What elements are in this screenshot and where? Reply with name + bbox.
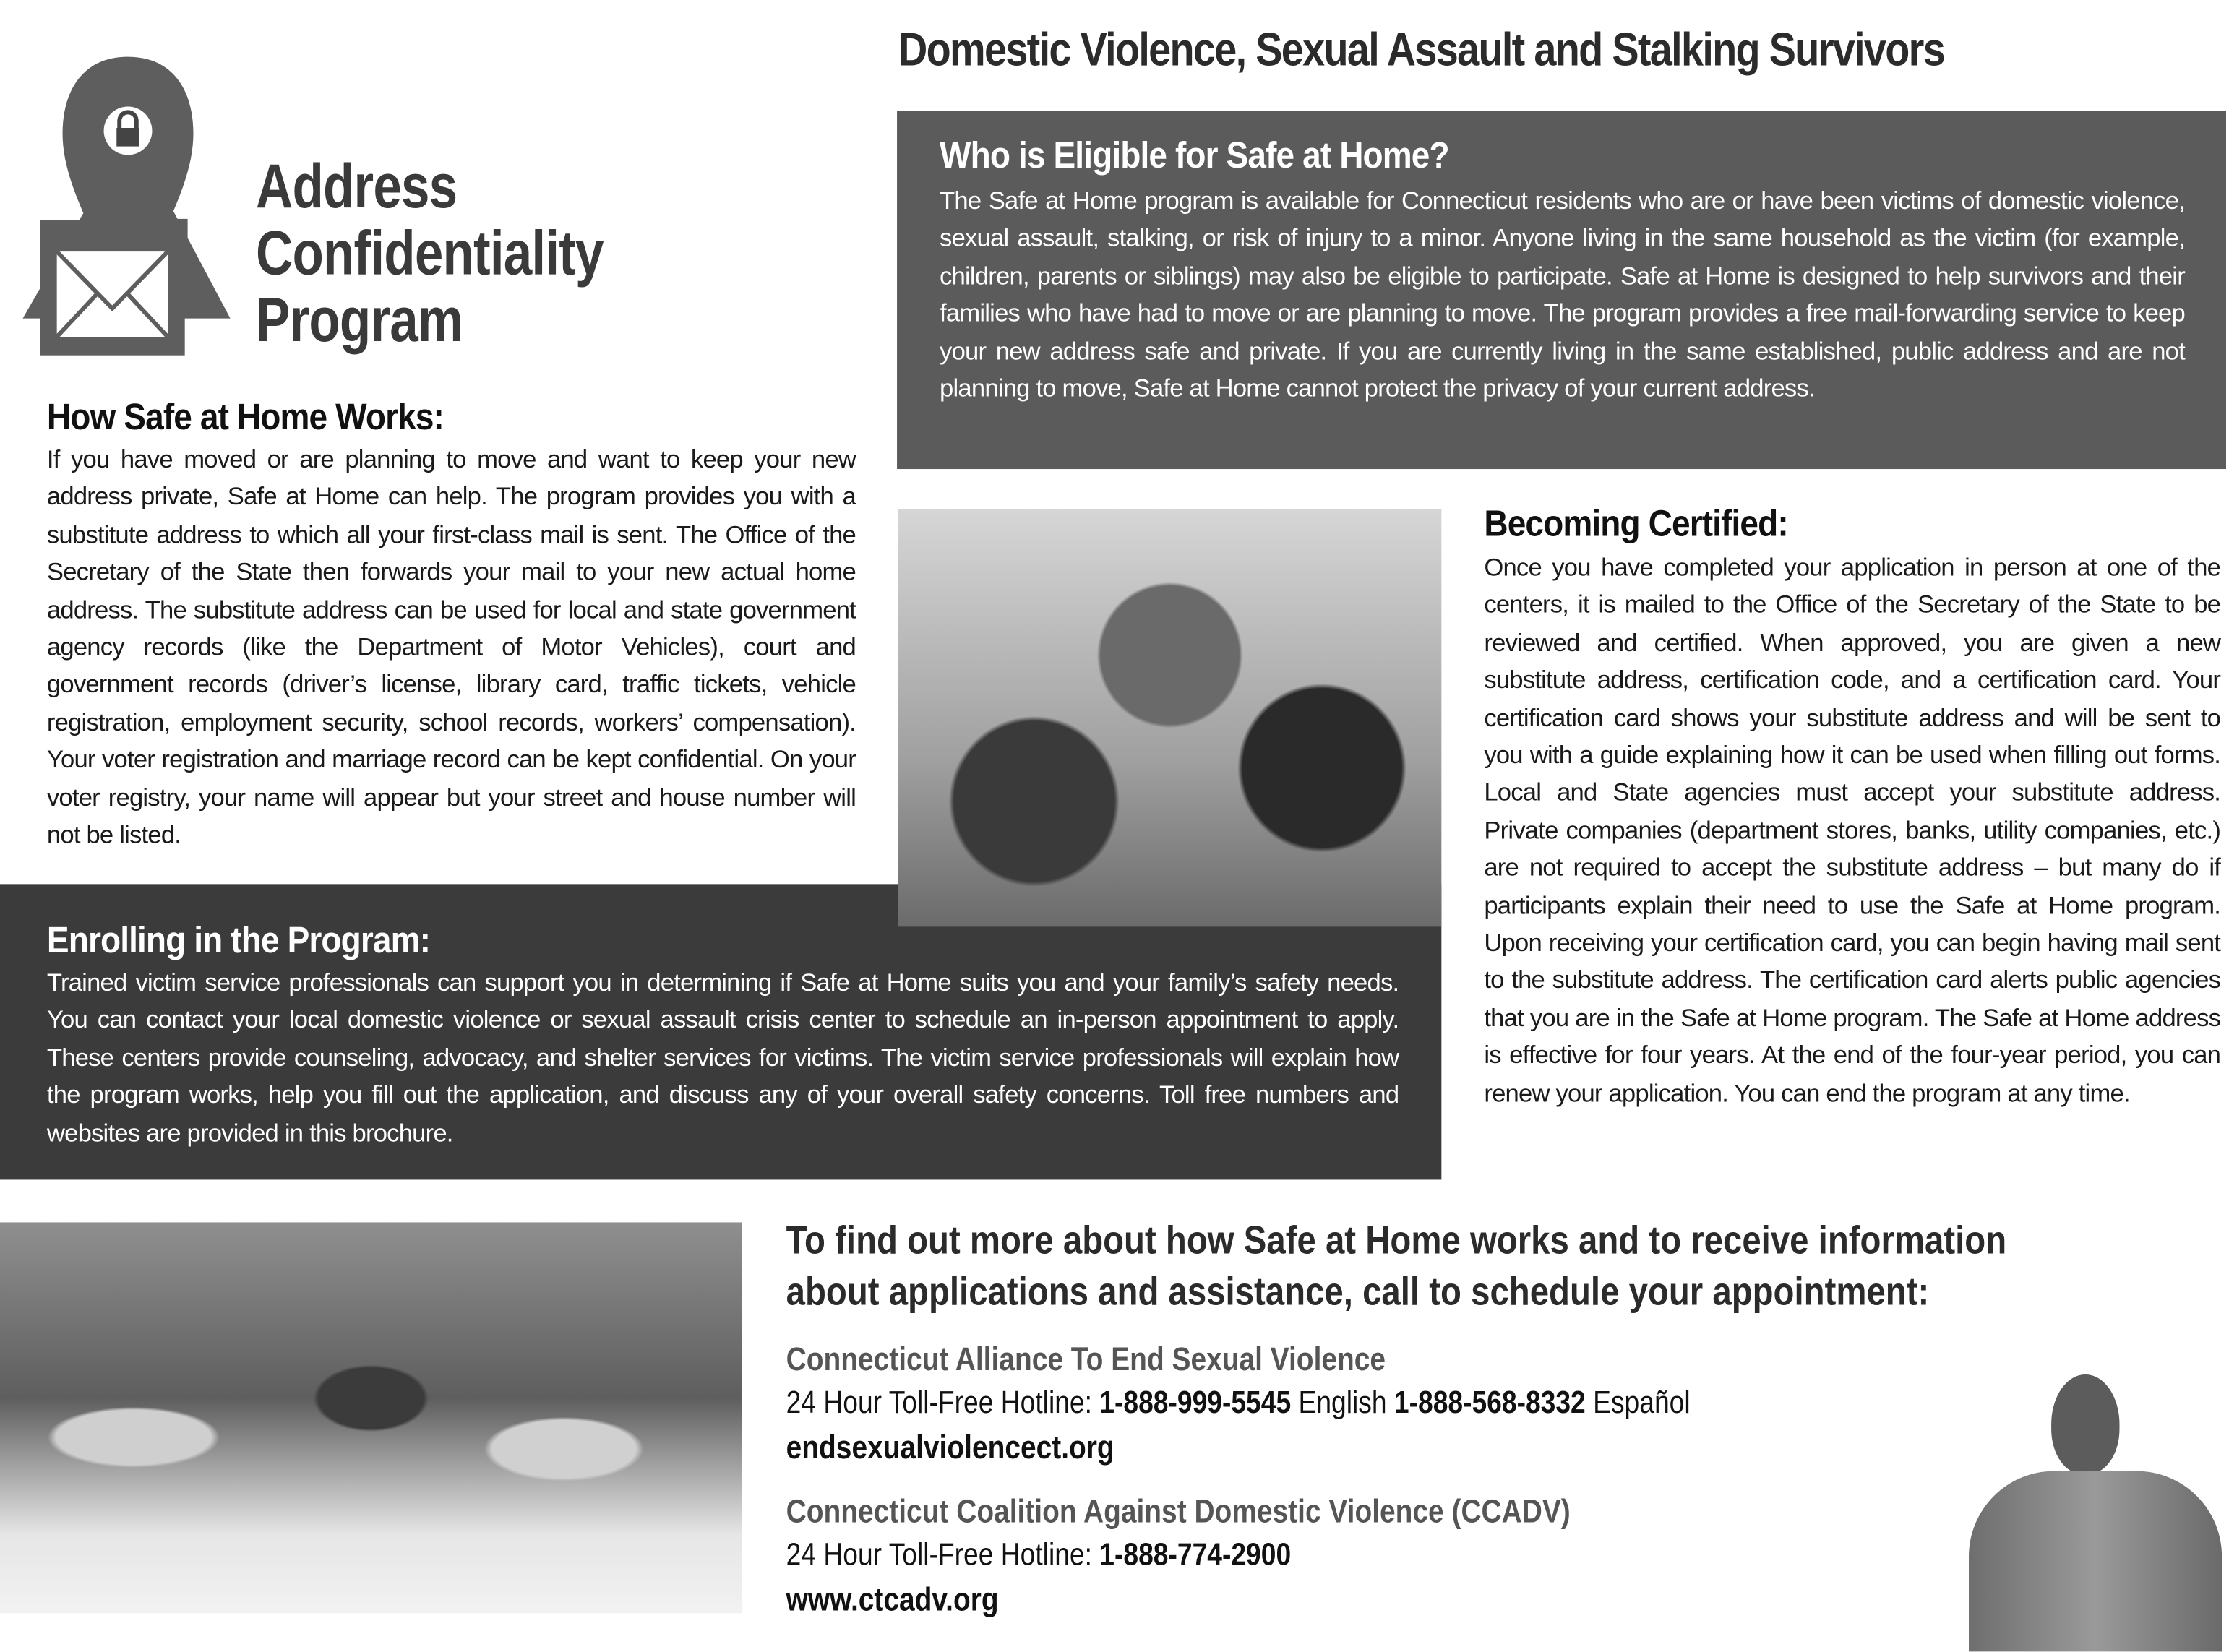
enrolling-heading: Enrolling in the Program: — [46, 918, 431, 961]
hotline-label: 24 Hour Toll-Free Hotline: — [786, 1384, 1092, 1420]
org-name-alliance: Connecticut Alliance To End Sexual Violence — [786, 1340, 1386, 1377]
contact-cta — [786, 1216, 2007, 1318]
org-name-ccadv: Connecticut Coalition Against Domestic Violence (CCADV) — [786, 1492, 1571, 1530]
cta-line-2: about applications and assistance, call to schedule your appointment: — [786, 1269, 1930, 1314]
logo-line-confidentiality: Confidentiality — [256, 218, 604, 289]
enrolling-box — [0, 884, 1441, 1179]
phone-ccadv[interactable]: 1-888-774-2900 — [1099, 1536, 1292, 1573]
logo-line-address: Address — [256, 152, 458, 222]
page-title: Domestic Violence, Sexual Assault and Stalking Survivors — [898, 22, 1945, 76]
how-it-works-heading: How Safe at Home Works: — [46, 395, 444, 438]
eligibility-box — [897, 111, 2226, 469]
url-ccadv[interactable]: www.ctcadv.org — [786, 1580, 999, 1618]
eligibility-heading: Who is Eligible for Safe at Home? — [940, 133, 1449, 176]
cta-line-1: To find out more about how Safe at Home works and to receive information — [786, 1218, 2007, 1262]
hotline-alliance — [786, 1385, 1691, 1421]
logo-text — [256, 152, 604, 356]
hotline-label: 24 Hour Toll-Free Hotline: — [786, 1536, 1092, 1573]
phone-spanish[interactable]: 1-888-568-8332 — [1393, 1384, 1586, 1420]
phone-english[interactable]: 1-888-999-5545 — [1099, 1384, 1292, 1420]
women-photo — [0, 1222, 742, 1613]
url-alliance[interactable]: endsexualviolencect.org — [786, 1428, 1114, 1466]
phone-english-label: English — [1298, 1384, 1387, 1420]
family-photo — [898, 509, 1441, 926]
certified-text: Once you have completed your application in person at one of the centers, it is mailed to the Office of the Secretary of the State to be reviewed and certified. When approved, you are given a new substitute address, certification code, and a certification card. Your certification card shows your substitute address and will be sent to you with a guide explaining how it can be used when filling out forms. Local and State agencies must accept your substitute address. Private companies (department stores, banks, utility companies, etc.) are not required to accept the substitute address – but many do if participants explain their need to use the Safe at Home program. Upon receiving your certification card, you can begin having mail sent to the substitute address. The certification card alerts public agencies that you are in the Safe at Home program. The Safe at Home address is effective for four years. At the end of the four-year period, you can renew your application. You can end the program at any time. — [1484, 553, 2221, 1107]
certified-heading: Becoming Certified: — [1484, 502, 1788, 545]
how-it-works-text: If you have moved or are planning to move and want to keep your new address private, Safe at Home can help. The program provides you with a substitute address to which all your first-class mail is sent. The Office of the Secretary of the State then forwards your mail to your new actual home address. The substitute address can be used for local and state government agency records (like the Department of Motor Vehicles), court and government records (driver’s license, library card, traffic tickets, vehicle registration, employment security, school records, workers’ compensation). Your voter registration and marriage record can be kept confidential. On your voter registry, your name will appear but your street and house number will not be listed. — [46, 444, 856, 849]
enrolling-text: Trained victim service professionals can support you in determining if Safe at Home suits you and your family’s safety needs. You can contact your local domestic violence or sexual assault crisis center to schedule an in-person appointment to apply. These centers provide counseling, advocacy, and shelter services for victims. The victim service professionals will explain how the program works, help you fill out the application, and discuss any of your overall safety concerns. Toll free numbers and websites are provided in this brochure. — [46, 968, 1399, 1147]
eligibility-text: The Safe at Home program is available for Connecticut residents who are or have been victims of domestic violence, sexual assault, stalking, or risk of injury to a minor. Anyone living in the same household as the victim (for example, children, parents or siblings) may also be eligible to participate. Safe at Home is designed to help survivors and their families who have had to move or are planning to move. The program provides a free mail-forwarding service to keep your new address safe and private. If you are currently living in the same established, public address and are not planning to move, Safe at Home cannot protect the privacy of your current address. — [940, 186, 2185, 403]
woman-photo — [1969, 1372, 2222, 1651]
logo-line-program: Program — [256, 285, 463, 356]
hotline-ccadv — [786, 1536, 1292, 1573]
envelope-icon — [40, 220, 228, 363]
phone-spanish-label: Español — [1593, 1384, 1691, 1420]
